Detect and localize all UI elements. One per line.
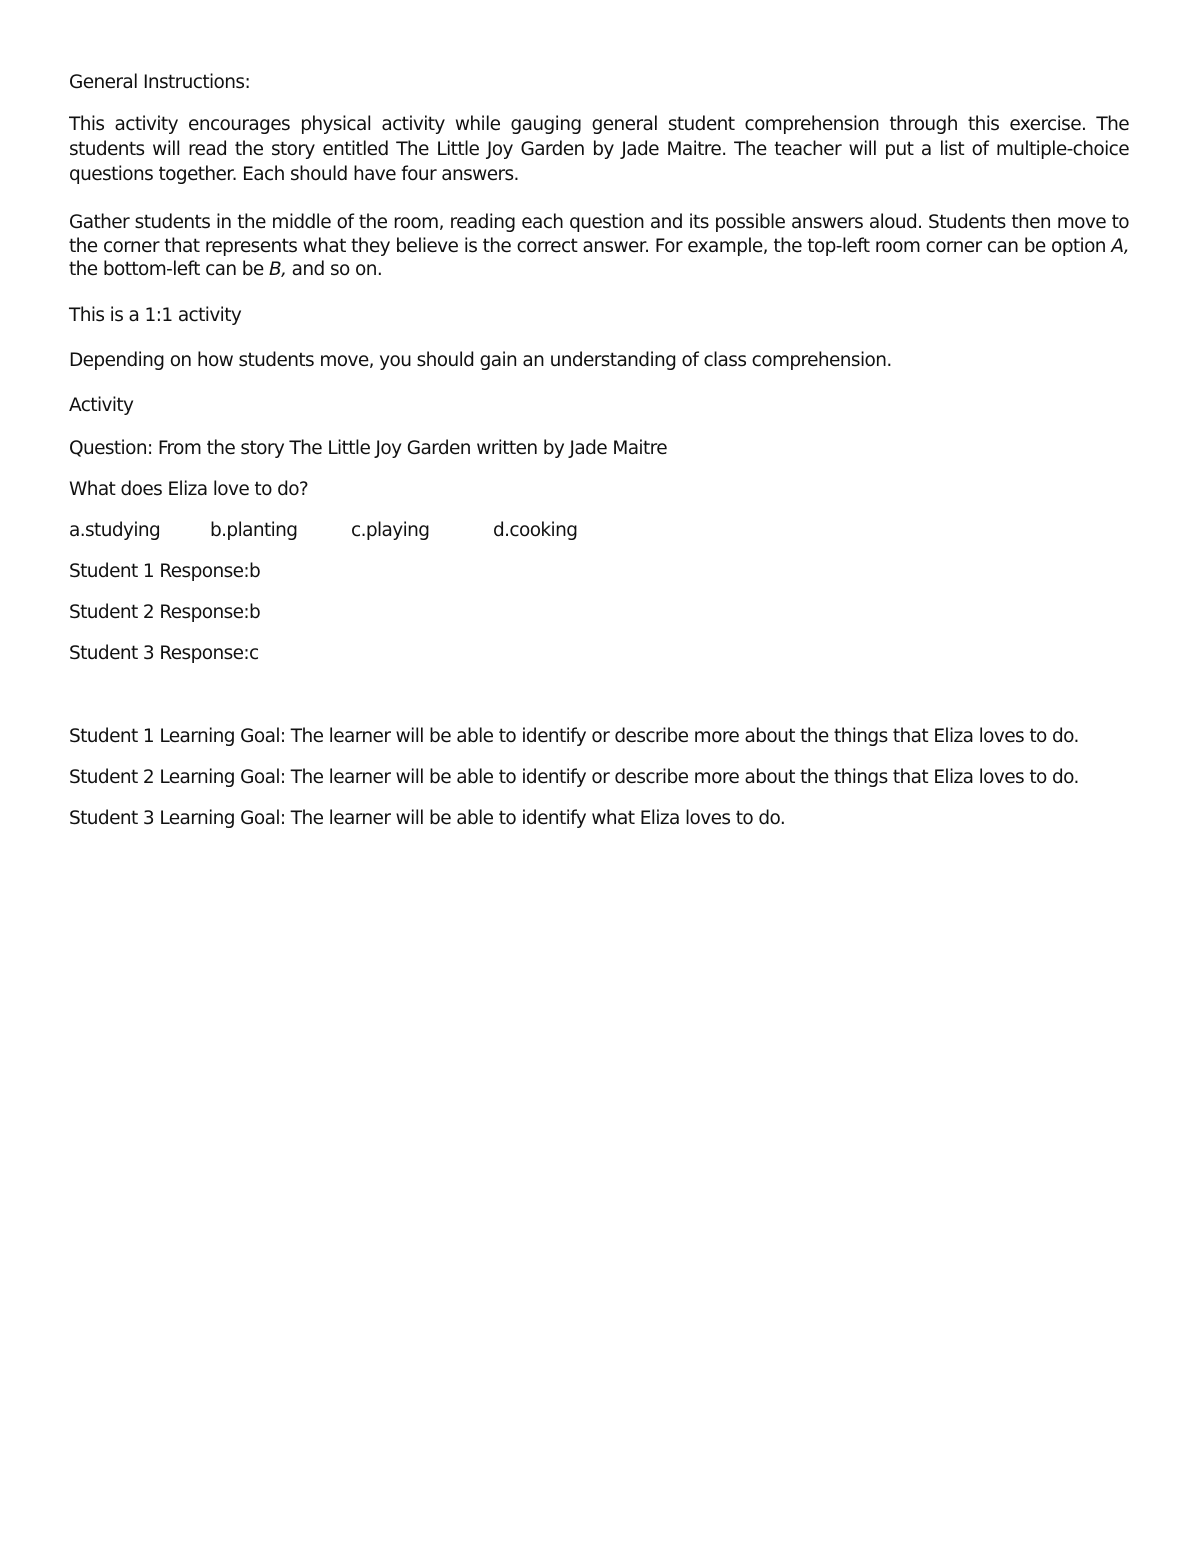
question-text: What does Eliza love to do? [69, 479, 309, 500]
choice-b: b.planting [210, 520, 298, 541]
ratio-note: This is a 1:1 activity [69, 305, 242, 326]
gather-line-2 [69, 235, 1129, 259]
gather-line-3-text: the bottom-left can be [69, 259, 269, 280]
student-2-learning-goal: Student 2 Learning Goal: The learner will be able to identify or describe more about the things that Eliza loves to do. [69, 767, 1079, 788]
intro-line-3: questions together. Each should have four answers. [69, 164, 519, 185]
student-1-response: Student 1 Response:b [69, 561, 261, 582]
activity-label: Activity [69, 395, 134, 416]
gather-line-1: Gather students in the middle of the room, reading each question and its possible answers aloud. Students then move to [69, 212, 1129, 233]
option-b-label: B, [269, 259, 287, 280]
comprehension-note: Depending on how students move, you should gain an understanding of class comprehension. [69, 350, 892, 371]
intro-line-1: This activity encourages physical activity while gauging general student comprehension through this exercise. The [69, 114, 1129, 135]
choice-c: c.playing [351, 520, 430, 541]
gather-line-3 [69, 258, 382, 282]
intro-line-2: students will read the story entitled The Little Joy Garden by Jade Maitre. The teacher will put a list of multiple-choice [69, 139, 1129, 160]
student-2-response: Student 2 Response:b [69, 602, 261, 623]
student-3-learning-goal: Student 3 Learning Goal: The learner will be able to identify what Eliza loves to do. [69, 808, 786, 829]
question-source: Question: From the story The Little Joy Garden written by Jade Maitre [69, 438, 668, 459]
gather-line-3-end: and so on. [286, 259, 383, 280]
choice-a: a.studying [69, 520, 161, 541]
gather-line-2-text: the corner that represents what they believe is the correct answer. For example, the top-left room corner can be option [69, 236, 1112, 257]
option-a-label: A, [1111, 236, 1129, 257]
general-instructions-heading: General Instructions: [69, 72, 251, 93]
student-3-response: Student 3 Response:c [69, 643, 259, 664]
student-1-learning-goal: Student 1 Learning Goal: The learner will be able to identify or describe more about the things that Eliza loves to do. [69, 726, 1079, 747]
choice-d: d.cooking [493, 520, 578, 541]
